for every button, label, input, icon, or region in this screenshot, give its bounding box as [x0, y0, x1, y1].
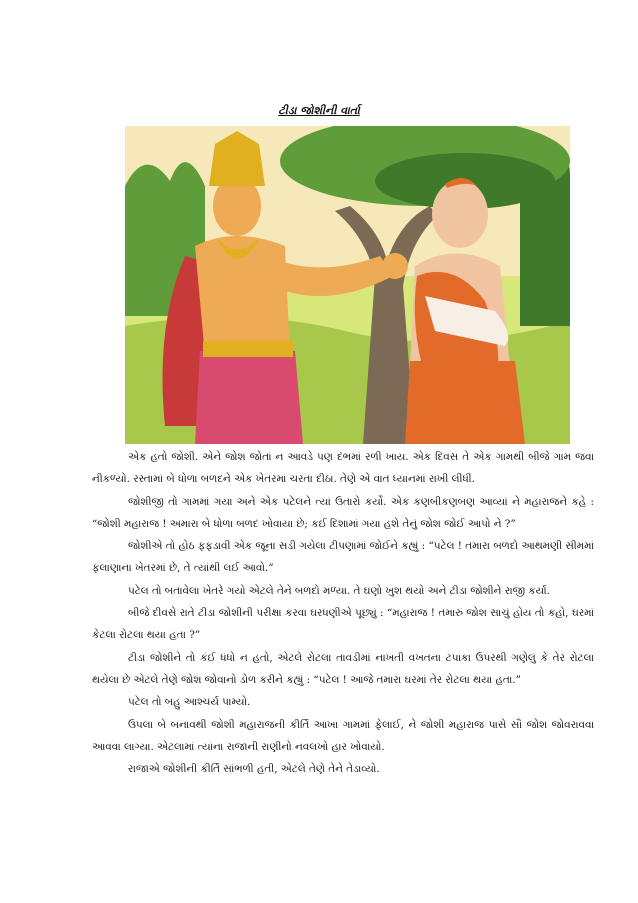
king-and-sage-illustration — [125, 126, 570, 444]
paragraph: ઉપલા બે બનાવથી જોશી મહારાજની કીર્તિ આખા ગામમાં ફેલાઈ, ને જોશી મહારાજ પાસે સૌ જોશ જોવરાવવા આવવા લાગ્યા. એટલામાં ત્યાંના રાજાની રાણીનો નવલખો હાર ખોવાયો. — [92, 718, 594, 753]
paragraph: બીજે દીવસે રાતે ટીડા જોશીની પરીક્ષા કરવા ઘરધણીએ પૂછ્યું : “મહારાજ ! તમારું જોશ સાચું હોય તો કહો, ઘરમાં કેટલા રોટલા થયા હતા ?” — [92, 607, 594, 642]
paragraph: જોશીજી તો ગામમાં ગયા અને એક પટેલને ત્યાં ઉતારો કર્યો. એક કણબીકણબણ આવ્યાં ને મહારાજને કહે : “જોશી મહારાજ ! અમારા બે ધોળા બળદ ખોવાયા છે; કઈ દિશામાં ગયા હશે તેનું જોશ જોઈ આપો ને ?” — [92, 495, 594, 530]
paragraph: પટેલ તો બહુ આશ્ચર્ય પામ્યો. — [128, 696, 251, 709]
king-dhoti — [195, 351, 303, 444]
king-sash — [203, 341, 293, 357]
paragraph: એક હતો જોશી. એને જોશ જોતાં ન આવડે પણ દંભમાં રળી ખાય. એક દિવસ તે એક ગામથી બીજે ગામ જવા નીકળ્યો. રસ્તામાં બે ધોળા બળદને એક ખેતરમાં ચરતા દીઠા. તેણે એ વાત ધ્યાનમાં રાખી લીધી. — [92, 451, 594, 486]
king-fist — [382, 253, 408, 279]
paragraph: રાજાએ જોશીની કીર્તિ સાંભળી હતી, એટલે તેણે તેને તેડાવ્યો. — [128, 763, 380, 776]
paragraph: ટીડા જોશીને તો કંઈ ધંધો ન હતો, એટલે રોટલા તાવડીમાં નાખતી વખતના ટપાકા ઉપરથી ગણેલું કે તેર રોટલા થયેલા છે એટલે તેણે જોશ જોવાનો ડોળ કરીને કહ્યું : “પટેલ ! આજે તમારા ઘરમાં તેર રોટલા થયા હતા.” — [92, 651, 594, 686]
story-title: ટીડા જોશીની વાર્તા — [278, 104, 360, 117]
paragraph: પટેલ તો બતાવેલા ખેતરે ગયો એટલે તેને બળદો મળ્યા. તે ઘણો ખુશ થયો અને ટીડા જોશીને રાજી કર્યા. — [128, 584, 550, 597]
paragraph: જોશીએ તો હોઠ ફફડાવી એક જૂના સડી ગયેલા ટીપણામાં જોઈને કહ્યું : “પટેલ ! તમારા બળદો આથમણી સીમમાં ફલાણાના ખેતરમાં છે, તે ત્યાંથી લઈ આવો.” — [92, 540, 594, 575]
sage-robe — [405, 361, 525, 444]
sage-head — [432, 180, 488, 248]
story-text — [92, 446, 594, 780]
